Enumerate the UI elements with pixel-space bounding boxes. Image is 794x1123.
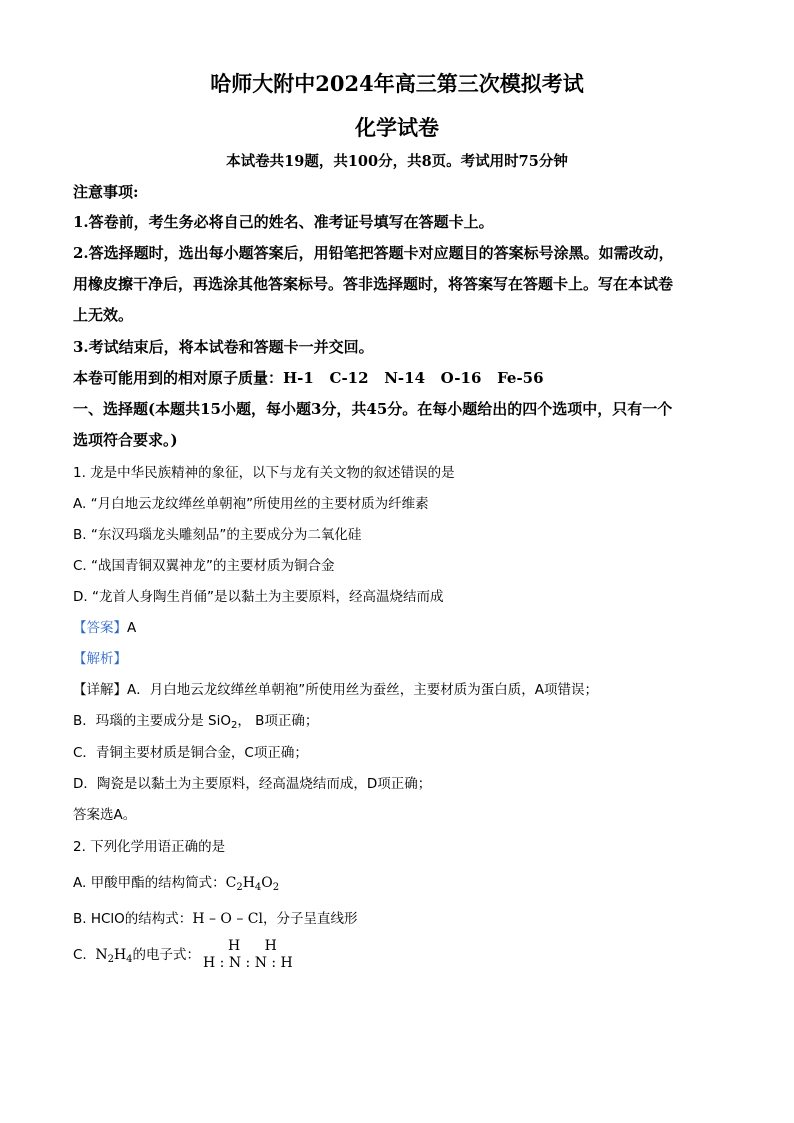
q2-a-text: A. 甲酸甲酯的结构简式： (73, 875, 226, 891)
exam-info: 本试卷共19题，共100分，共8页。考试用时75分钟 (226, 153, 568, 170)
electron-dot-bottom: H : N : N : H (203, 955, 293, 971)
q1-detail-d: D．陶瓷是以黏土为主要原料，经高温烧结而成，D项正确； (73, 776, 432, 792)
notice-item-2c: 上无效。 (73, 306, 134, 324)
atomic-mass-line: 本卷可能用到的相对原子质量：H-1 C-12 N-14 O-16 Fe-56 (73, 369, 544, 387)
q2-option-a (73, 874, 723, 892)
subject-title: 化学试卷 (355, 115, 439, 140)
notice-item-3: 3.考试结束后，将本试卷和答题卡一并交回。 (73, 338, 374, 356)
q2-c-label: C. (73, 947, 96, 963)
detail-b-subscript: 2 (231, 720, 238, 731)
q1-answer-line (73, 619, 723, 637)
q1-option-a: A. “月白地云龙纹缂丝单朝袍”所使用丝的主要材质为纤维素 (73, 496, 429, 512)
q2-option-c (73, 946, 723, 964)
notice-item-1: 1.答卷前，考生务必将自己的姓名、准考证号填写在答题卡上。 (73, 213, 494, 231)
q2-stem: 2. 下列化学用语正确的是 (73, 839, 226, 855)
electron-dot-top: H H (228, 938, 287, 954)
q2-c-rest: 的电子式： (132, 947, 201, 963)
q1-conclusion: 答案选A。 (73, 807, 137, 823)
q2-b-rest: ，分子呈直线形 (263, 911, 358, 927)
q2-b-text: B. HClO的结构式： (73, 911, 193, 927)
q2-c-formula: $N_2H_4$ (95, 947, 133, 965)
detail-b-rest: ， B项正确； (237, 713, 319, 729)
answer-tag: 【答案】 (73, 620, 127, 636)
q2-a-formula: $C_2H_4O_2$ (225, 875, 280, 893)
exam-title: 哈师大附中2024年高三第三次模拟考试 (210, 71, 584, 96)
q1-option-d: D. “龙首人身陶生肖俑”是以黏土为主要原料，经高温烧结而成 (73, 589, 444, 605)
q1-stem: 1. 龙是中华民族精神的象征，以下与龙有关文物的叙述错误的是 (73, 465, 455, 481)
notice-item-2b: 用橡皮擦干净后，再选涂其他答案标号。答非选择题时，将答案写在答题卡上。写在本试卷 (73, 275, 674, 293)
notice-item-2a: 2.答选择题时，选出每小题答案后，用铅笔把答题卡对应题目的答案标号涂黑。如需改动， (73, 244, 674, 262)
q2-b-formula: H – O – Cl (192, 911, 263, 927)
answer-value: A (127, 620, 137, 636)
analysis-tag: 【解析】 (73, 651, 127, 667)
q2-option-b (73, 910, 723, 928)
q1-option-b: B. “东汉玛瑙龙头雕刻品”的主要成分为二氧化硅 (73, 527, 362, 543)
section-heading-a: 一、选择题(本题共15小题，每小题3分，共45分。在每小题给出的四个选项中，只有一个 (73, 400, 673, 418)
q1-detail-c: C．青铜主要材质是铜合金，C项正确； (73, 745, 308, 761)
section-heading-b: 选项符合要求。) (73, 431, 178, 449)
q1-detail-b (73, 712, 723, 730)
notice-heading: 注意事项: (73, 183, 139, 201)
q1-option-c: C. “战国青铜双翼神龙”的主要材质为铜合金 (73, 558, 335, 574)
q1-detail-a: 【详解】A．月白地云龙纹缂丝单朝袍”所使用丝为蚕丝，主要材质为蛋白质，A项错误； (73, 682, 598, 698)
detail-b-text: B．玛瑙的主要成分是 SiO (73, 713, 231, 729)
